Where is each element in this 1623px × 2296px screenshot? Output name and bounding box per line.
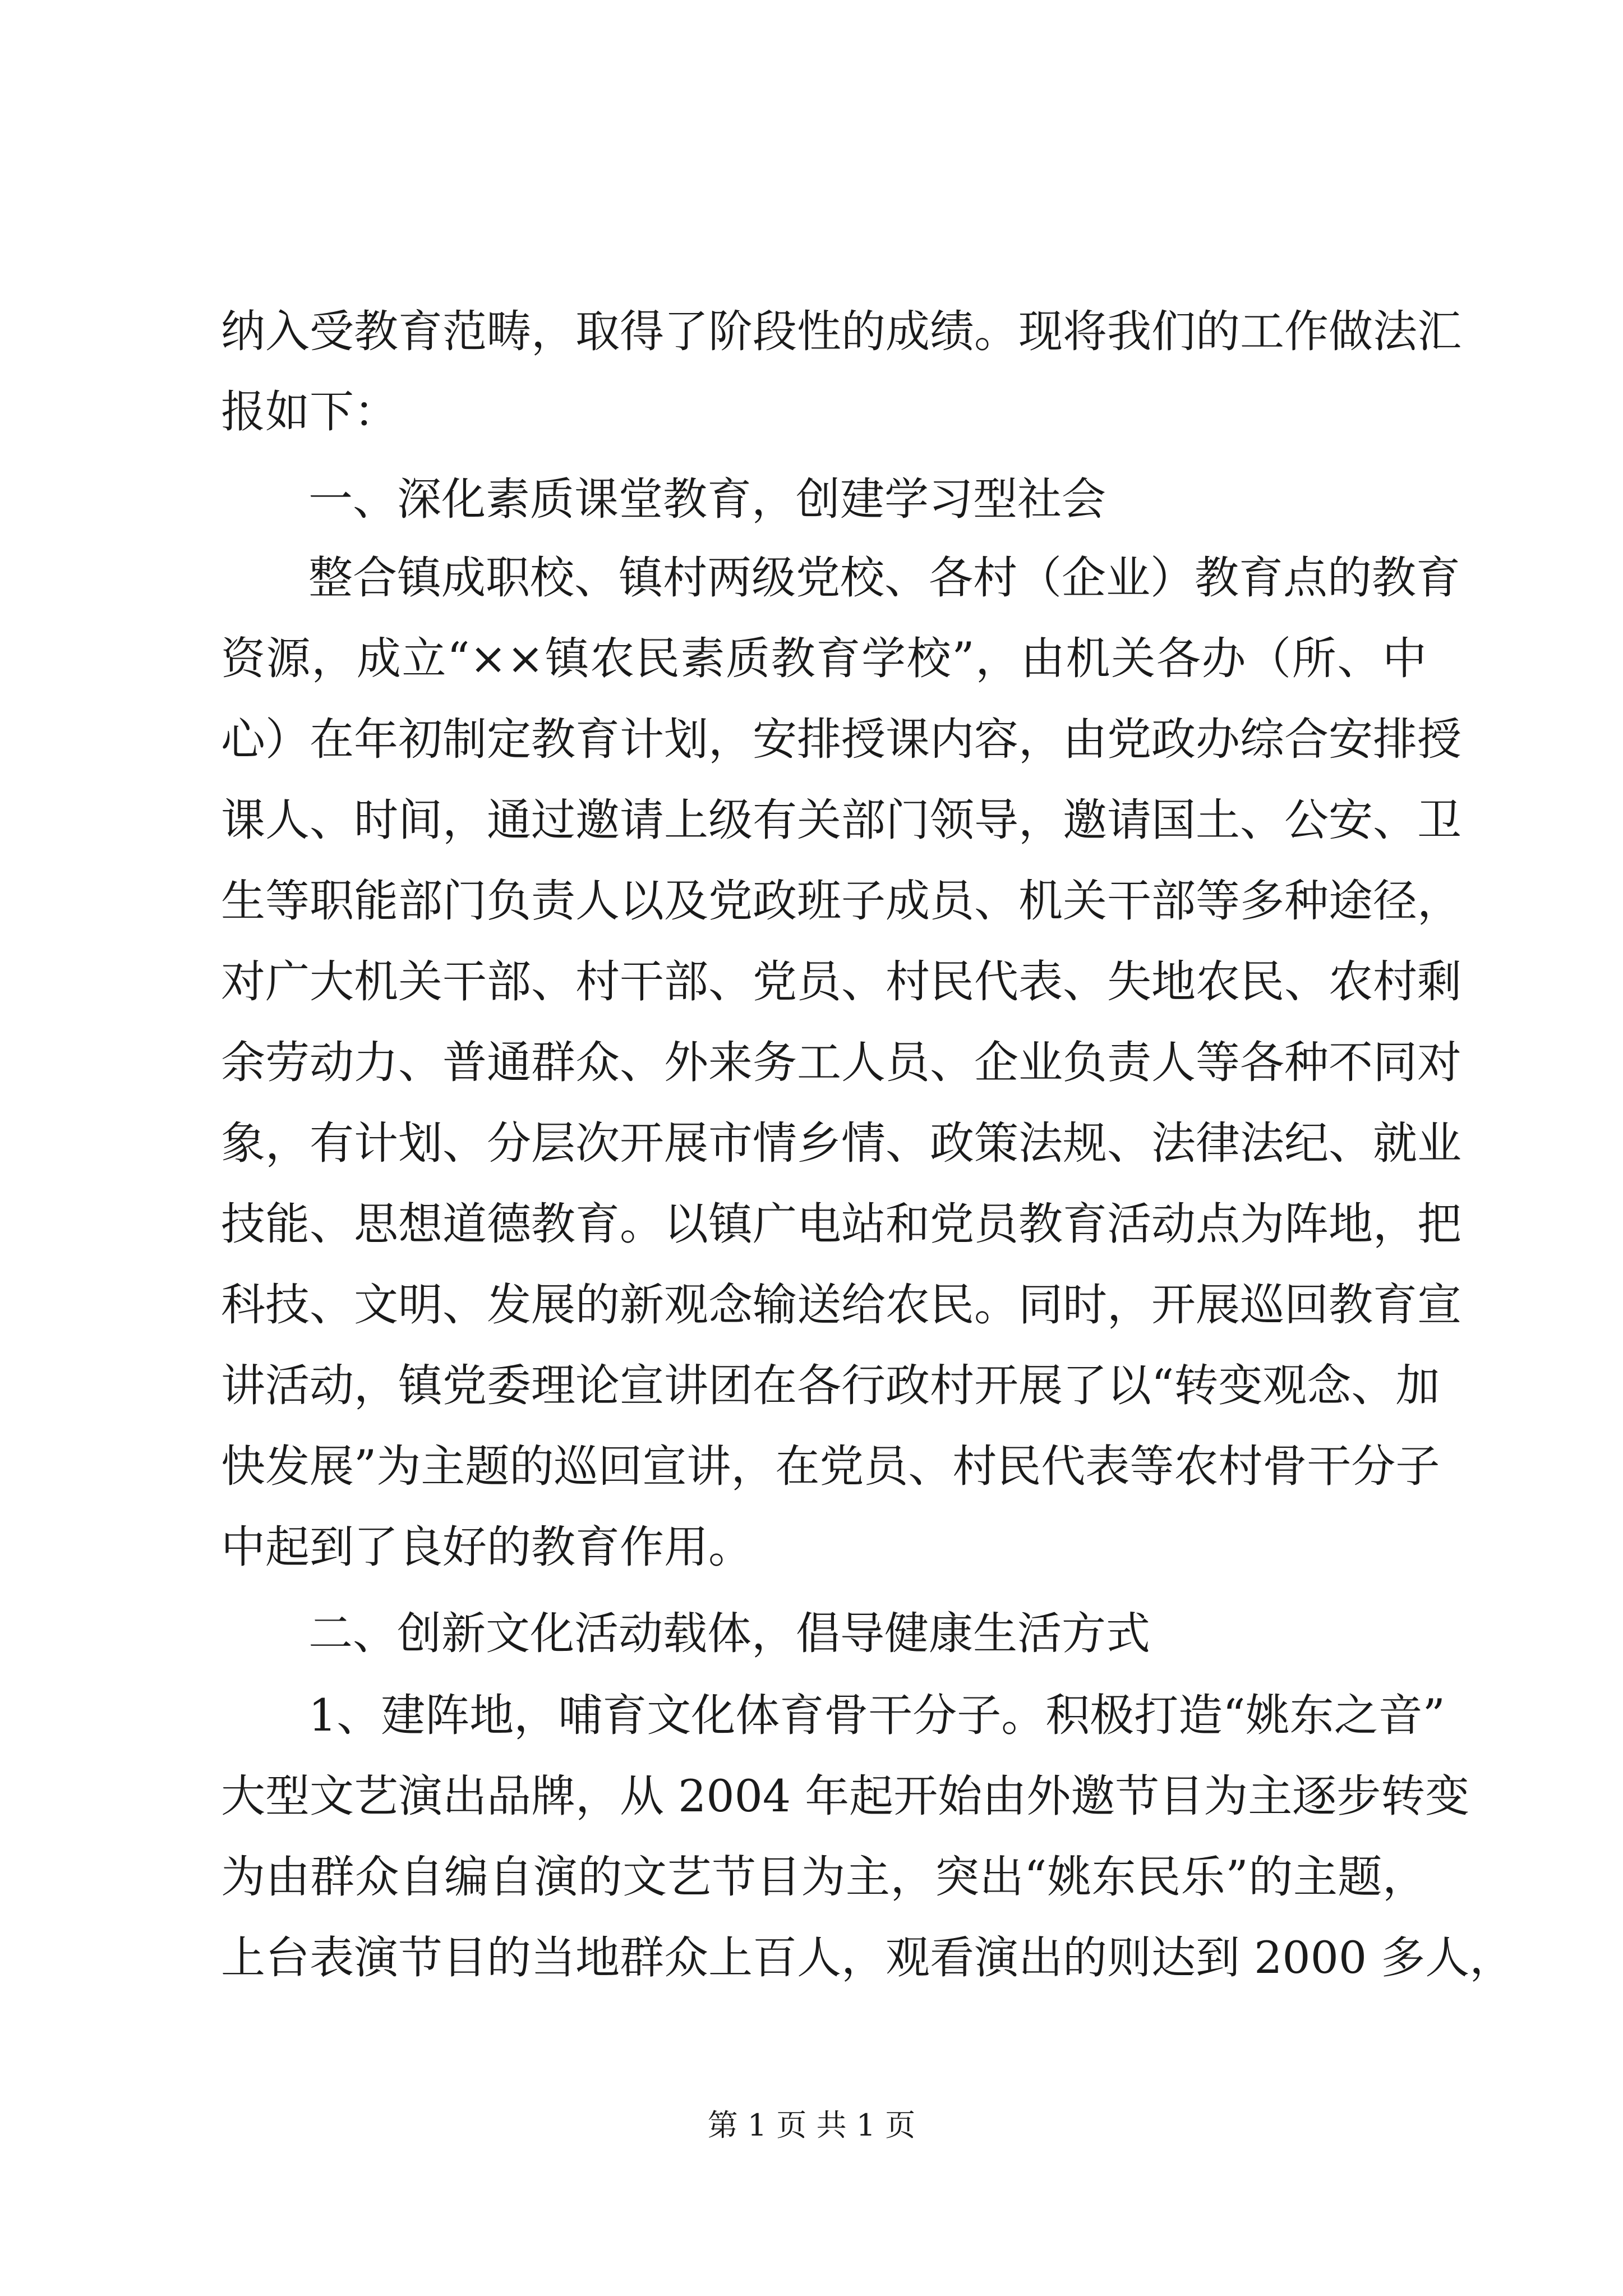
body-line: 课人、时间，通过邀请上级有关部门领导，邀请国土、公安、卫 [221, 794, 1461, 846]
body-line: 快发展”为主题的巡回宣讲，在党员、村民代表等农村骨干分子 [221, 1441, 1440, 1492]
body-line: 象，有计划、分层次开展市情乡情、政策法规、法律法纪、就业 [221, 1117, 1461, 1169]
body-line: 生等职能部门负责人以及党政班子成员、机关干部等多种途径， [221, 875, 1461, 927]
section-heading: 一、深化素质课堂教育，创建学习型社会 [308, 473, 1106, 525]
body-line: 技能、思想道德教育。以镇广电站和党员教育活动点为阵地，把 [221, 1198, 1461, 1250]
body-line: 心）在年初制定教育计划，安排授课内容，由党政办综合安排授 [221, 714, 1461, 765]
body-line: 上台表演节目的当地群众上百人，观看演出的则达到 2000 多人， [221, 1932, 1514, 1984]
body-line: 资源，成立“××镇农民素质教育学校”，由机关各办（所、中 [221, 633, 1427, 684]
body-line: 为由群众自编自演的文艺节目为主，突出“姚东民乐”的主题， [221, 1851, 1427, 1903]
page-number-footer: 第 1 页 共 1 页 [707, 2108, 916, 2143]
body-line: 大型文艺演出品牌，从 2004 年起开始由外邀节目为主逐步转变 [221, 1770, 1470, 1822]
body-line: 对广大机关干部、村干部、党员、村民代表、失地农民、农村剩 [221, 956, 1461, 1007]
body-line: 中起到了良好的教育作用。 [221, 1521, 753, 1573]
body-line: 纳入受教育范畴，取得了阶段性的成绩。现将我们的工作做法汇 [221, 306, 1461, 357]
body-line: 讲活动，镇党委理论宣讲团在各行政村开展了以“转变观念、加 [221, 1360, 1440, 1411]
body-line: 1、建阵地，哺育文化体育骨干分子。积极打造“姚东之音” [308, 1690, 1446, 1741]
section-heading: 二、创新文化活动载体，倡导健康生活方式 [308, 1608, 1150, 1659]
body-line: 余劳动力、普通群众、外来务工人员、企业负责人等各种不同对 [221, 1037, 1461, 1088]
body-line: 报如下： [221, 386, 398, 438]
body-line: 科技、文明、发展的新观念输送给农民。同时，开展巡回教育宣 [221, 1279, 1461, 1331]
body-line: 整合镇成职校、镇村两级党校、各村（企业）教育点的教育 [308, 552, 1460, 604]
